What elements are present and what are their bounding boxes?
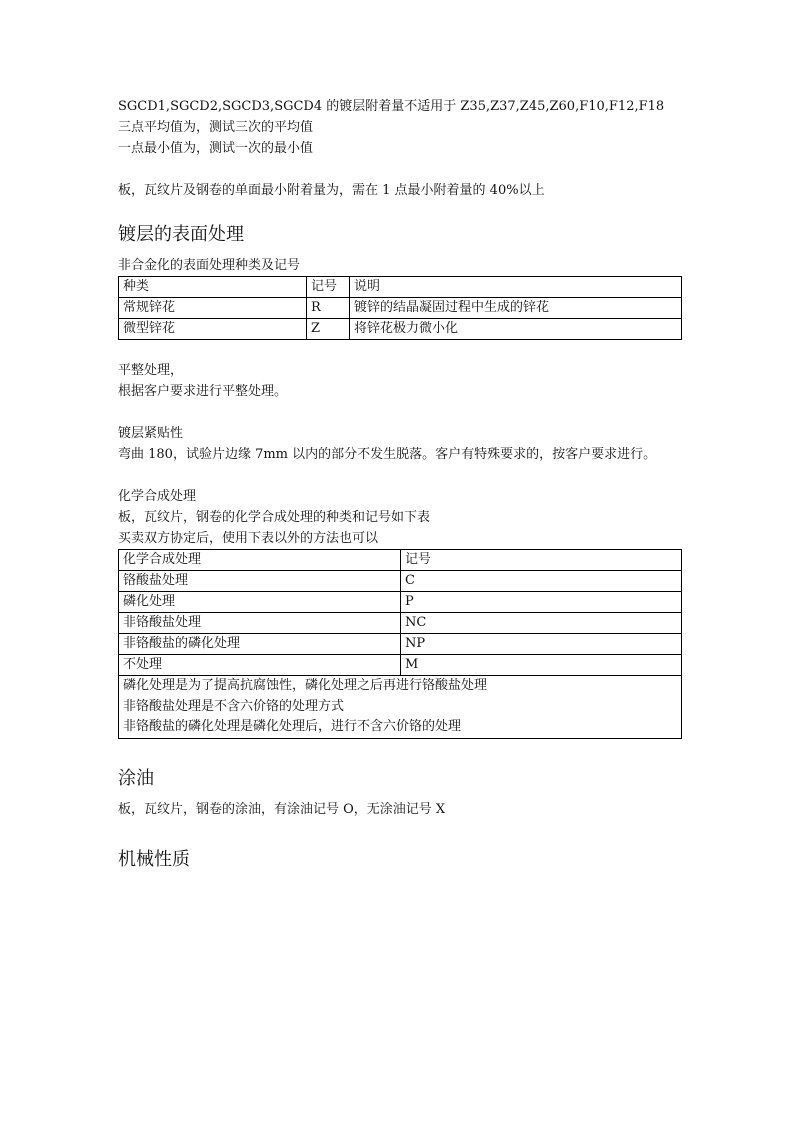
table-cell: 铬酸盐处理	[119, 571, 401, 592]
table-cell: 非铬酸盐的磷化处理	[119, 634, 401, 655]
header-cell: 种类	[119, 277, 307, 298]
spacer	[118, 402, 683, 423]
adhesion-title: 镀层紧贴性	[118, 426, 184, 441]
table-row	[119, 655, 682, 676]
surface-caption: 非合金化的表面处理种类及记号	[118, 258, 301, 273]
intro-line-2: 三点平均值为，测试三次的平均值	[118, 120, 314, 135]
table-cell: 非铬酸盐处理	[119, 613, 401, 634]
table-cell: 不处理	[119, 655, 401, 676]
table-header-row	[119, 277, 682, 298]
leveling-text: 根据客户要求进行平整处理。	[118, 384, 288, 399]
table-cell: Z	[307, 319, 350, 340]
table-note: 非铬酸盐处理是不含六价铬的处理方式	[123, 698, 345, 714]
intro-line-3: 一点最小值为，测试一次的最小值	[118, 141, 314, 156]
table-note: 非铬酸盐的磷化处理是磷化处理后，进行不含六价铬的处理	[123, 719, 462, 734]
table-cell: 镀锌的结晶凝固过程中生成的锌花	[350, 298, 682, 319]
mechanical-heading: 机械性质	[118, 848, 190, 870]
chemical-title: 化学合成处理	[118, 489, 197, 504]
table-cell: NC	[401, 613, 682, 634]
table-cell: 将锌花极力微小化	[350, 319, 682, 340]
table-cell: M	[401, 655, 682, 676]
spacer	[118, 159, 683, 180]
table-cell: NP	[401, 634, 682, 655]
intro-line-1: SGCD1,SGCD2,SGCD3,SGCD4 的镀层附着量不适用于 Z35,Z37,Z45,Z60,F10,F12,F18	[118, 99, 665, 114]
table-cell: 常规锌花	[119, 298, 307, 319]
chemical-line-1: 板，瓦纹片，钢卷的化学合成处理的种类和记号如下表	[118, 510, 431, 525]
chemical-table	[118, 549, 682, 739]
table-cell: R	[307, 298, 350, 319]
document-page	[118, 96, 683, 880]
table-notes-row	[119, 676, 682, 739]
leveling-title: 平整处理，	[118, 363, 184, 378]
table-cell: P	[401, 592, 682, 613]
spacer	[118, 340, 683, 360]
table-row	[119, 592, 682, 613]
table-row	[119, 298, 682, 319]
header-cell: 记号	[307, 277, 350, 298]
intro-note: 板，瓦纹片及钢卷的单面最小附着量为，需在 1 点最小附着量的 40%以上	[118, 183, 545, 198]
header-cell: 说明	[350, 277, 682, 298]
oiling-text: 板，瓦纹片，钢卷的涂油，有涂油记号 O，无涂油记号 X	[118, 801, 446, 817]
table-notes-cell	[119, 676, 682, 739]
table-cell: 磷化处理	[119, 592, 401, 613]
oiling-heading: 涂油	[118, 767, 154, 789]
table-row	[119, 571, 682, 592]
table-header-row	[119, 550, 682, 571]
table-note: 磷化处理是为了提高抗腐蚀性，磷化处理之后再进行铬酸盐处理	[123, 678, 488, 693]
adhesion-text: 弯曲 180，试验片边缘 7mm 以内的部分不发生脱落。客户有特殊要求的，按客户要求进行。	[118, 447, 657, 462]
surface-table	[118, 276, 682, 340]
chemical-line-2: 买卖双方协定后，使用下表以外的方法也可以	[118, 531, 379, 546]
header-cell: 化学合成处理	[119, 550, 401, 571]
table-row	[119, 613, 682, 634]
surface-heading: 镀层的表面处理	[118, 224, 244, 245]
spacer	[118, 465, 683, 486]
table-cell: C	[401, 571, 682, 592]
table-row	[119, 319, 682, 340]
table-row	[119, 634, 682, 655]
header-cell: 记号	[401, 550, 682, 571]
table-cell: 微型锌花	[119, 319, 307, 340]
